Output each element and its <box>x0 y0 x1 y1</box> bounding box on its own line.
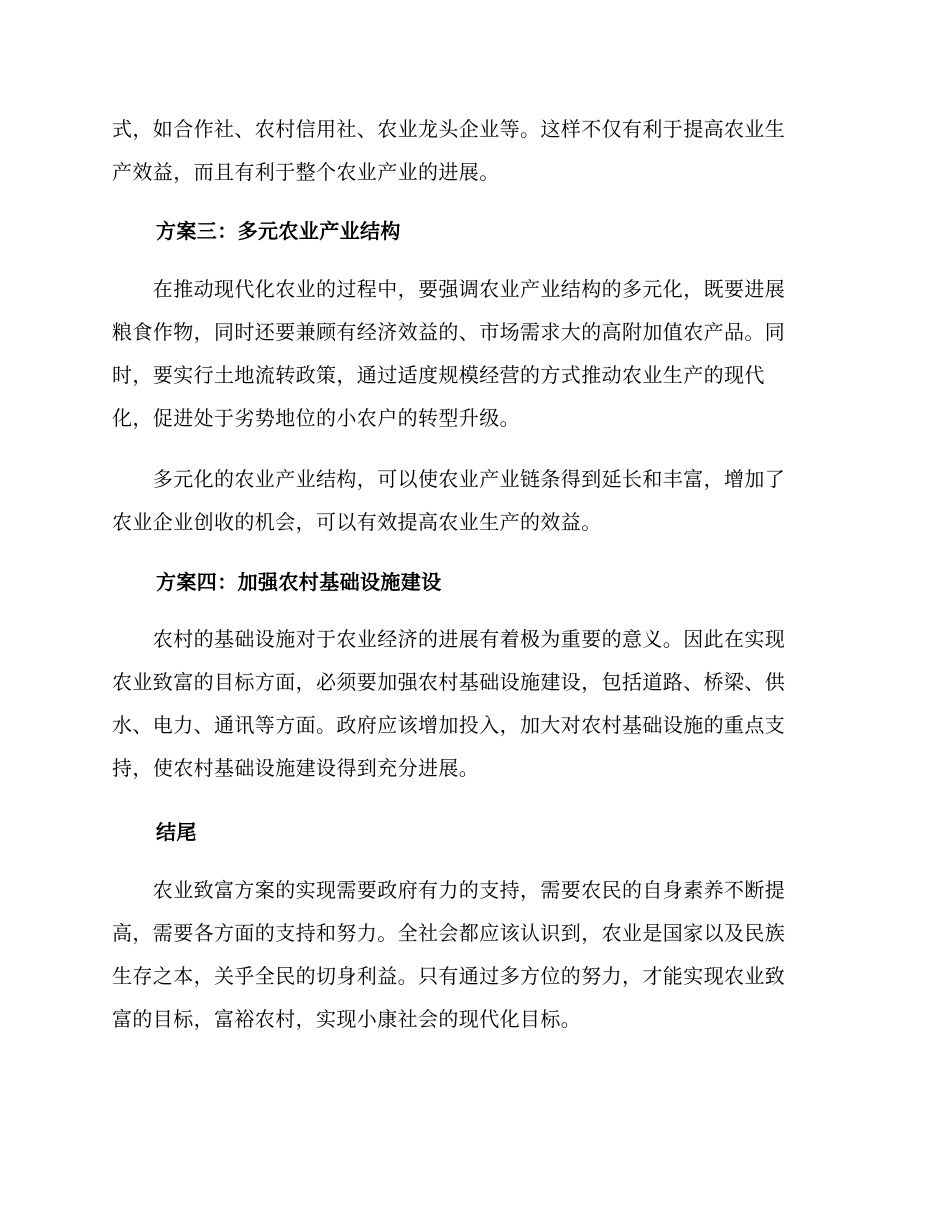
paragraph-plan-four <box>112 618 837 790</box>
text-line: 持，使农村基础设施建设得到充分进展。 <box>112 756 480 780</box>
text-line: 水、电力、通讯等方面。政府应该增加投入，加大对农村基础设施的重点支 <box>112 713 786 737</box>
text-line: 富的目标，富裕农村，实现小康社会的现代化目标。 <box>112 1007 582 1031</box>
text-line: 农业致富方案的实现需要政府有力的支持，需要农民的自身素养不断提 <box>112 878 786 902</box>
text-line: 多元化的农业产业结构，可以使农业产业链条得到延长和丰富，增加了 <box>112 467 786 491</box>
text-line: 产效益，而且有利于整个农业产业的进展。 <box>112 160 500 184</box>
text-line: 农业致富的目标方面，必须要加强农村基础设施建设，包括道路、桥梁、供 <box>112 670 786 694</box>
text-line: 时，要实行土地流转政策，通过适度规模经营的方式推动农业生产的现代 <box>112 363 765 387</box>
text-line: 高，需要各方面的支持和努力。全社会都应该认识到，农业是国家以及民族 <box>112 921 786 945</box>
paragraph-plan-three-benefits <box>112 458 837 544</box>
text-line: 式，如合作社、农村信用社、农业龙头企业等。这样不仅有利于提高农业生 <box>112 117 786 141</box>
paragraph-conclusion <box>112 869 837 1041</box>
heading-plan-three: 方案三：多元农业产业结构 <box>156 219 401 243</box>
text-line: 农村的基础设施对于农业经济的进展有着极为重要的意义。因此在实现 <box>112 627 786 651</box>
heading-plan-four: 方案四：加强农村基础设施建设 <box>156 570 442 594</box>
paragraph-plan-three <box>112 268 837 440</box>
text-line: 在推动现代化农业的过程中，要强调农业产业结构的多元化，既要进展 <box>112 277 786 301</box>
text-line: 化，促进处于劣势地位的小农户的转型升级。 <box>112 406 520 430</box>
text-line: 生存之本，关乎全民的切身利益。只有通过多方位的努力，才能实现农业致 <box>112 964 786 988</box>
text-line: 农业企业创收的机会，可以有效提高农业生产的效益。 <box>112 510 602 534</box>
paragraph-intro-continuation <box>112 108 837 194</box>
heading-conclusion: 结尾 <box>156 820 197 844</box>
text-line: 粮食作物，同时还要兼顾有经济效益的、市场需求大的高附加值农产品。同 <box>112 320 786 344</box>
